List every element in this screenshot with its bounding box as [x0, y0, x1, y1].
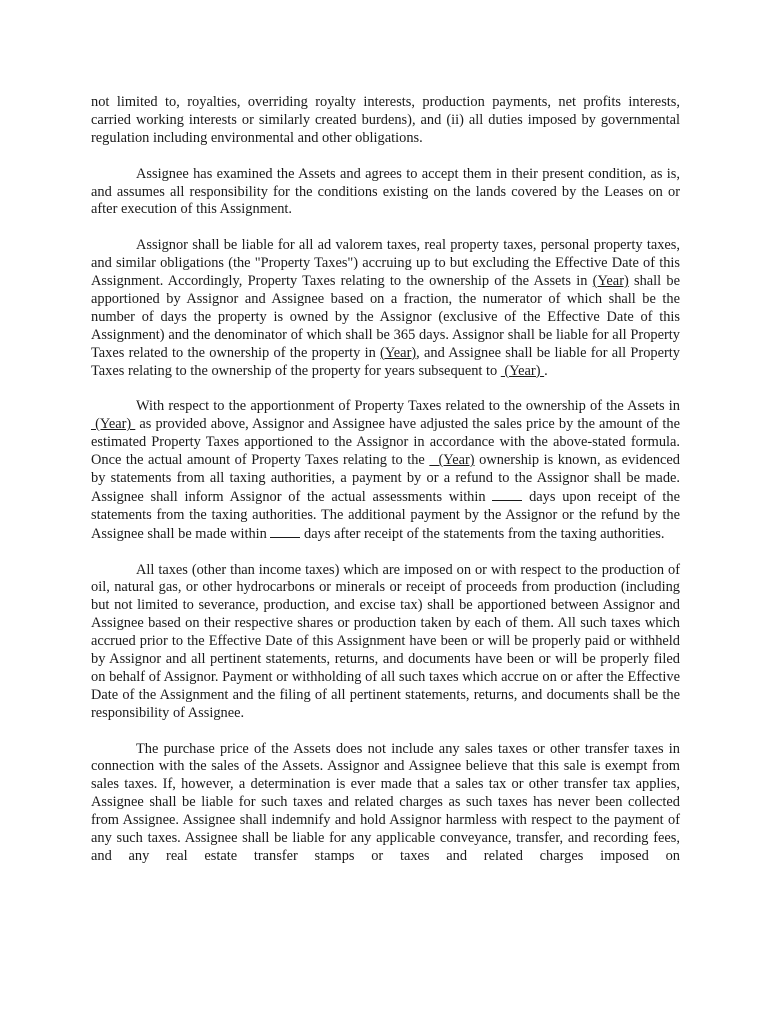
- paragraph-text: not limited to, royalties, overriding royalty interests, production payments, net profits interests, carried working interests or similarly created burdens), and (ii) all duties imposed by governmental regulation including environmental and other obligations.: [91, 94, 680, 146]
- paragraph-text: The purchase price of the Assets does not include any sales taxes or other transfer taxes in connection with the sales of the Assets. Assignor and Assignee believe that this sale is exempt from sales taxes. If, however, a determination is ever made that a sales tax or other transfer tax applies, Assignee shall be liable for such taxes and related charges as such taxes has never been collected from Assignee. Assignee shall indemnify and hold Assignor harmless with respect to the payment of any such taxes. Assignee shall be liable for any applicable conveyance, transfer, and recording fees, and any real estate transfer stamps or taxes and related charges imposed on: [91, 740, 680, 864]
- year-field: (Year): [500, 362, 545, 379]
- paragraph-text: Assignee has examined the Assets and agrees to accept them in their present condition, as is, and assumes all responsibility for the conditions existing on the lands covered by the Leases on or after execution of this Assignment.: [91, 165, 680, 218]
- year-field: (Year): [592, 273, 629, 290]
- paragraph-apportionment: [91, 398, 680, 543]
- year-field: (Year): [429, 452, 475, 469]
- paragraph-text: With respect to the apportionment of Property Taxes related to the ownership of the Assets in: [136, 398, 680, 415]
- paragraph-text: All taxes (other than income taxes) which are imposed on or with respect to the production of oil, natural gas, or other hydrocarbons or minerals or receipt of proceeds from production (including but not limited to severance, production, and excise tax) shall be apportioned between Assignor and Assignee based on their respective shares or production taken by each of them. All such taxes which accrued prior to the Effective Date of this Assignment have been or will be properly paid or withheld by Assignor and all pertinent statements, returns, and documents have been or will be properly filed on behalf of Assignor. Payment or withholding of all such taxes which accrue on or after the Effective Date of the Assignment and the filing of all pertinent statements, returns, and documents shall be the responsibility of Assignee.: [91, 561, 680, 721]
- paragraph-text: Assignor shall be liable for all ad valorem taxes, real property taxes, personal property taxes, and similar obligations (the "Property Taxes") accruing up to but excluding the Effective Date of this Assignment. Accordingly, Property Taxes relating to the ownership of the Assets in: [91, 237, 680, 290]
- paragraph-text: shall be apportioned by Assignor and Assignee based on a fraction, the numerator of which shall be the number of days the property is owned by the Assignor (exclusive of the Effective Date of this Assignment) and the denominator of which shall be 365 days. Assignor shall be liable for all Property Taxes related to the ownership of the property in: [91, 273, 680, 361]
- document-body: [91, 94, 680, 884]
- paragraph-text: days upon receipt of the statements from the taxing authorities. The additional payment by the Assignor or the refund by the Assignee shall be made within: [91, 488, 680, 542]
- year-field: (Year): [380, 344, 417, 361]
- paragraph-as-is-condition: [91, 166, 680, 220]
- paragraph-text: ownership is known, as evidenced by statements from all taxing authorities, a payment by or a refund to the Assignor shall be made. Assignee shall inform Assignor of the actual assessments within: [91, 452, 680, 505]
- year-field: (Year): [91, 416, 136, 433]
- paragraph-property-taxes: [91, 237, 680, 380]
- paragraph-text: as provided above, Assignor and Assignee have adjusted the sales price by the amount of the estimated Property Taxes apportioned to the Assignor in accordance with the above-stated formula. Once the actual amount of Property Taxes relating to the: [91, 416, 680, 469]
- paragraph-text: , and Assignee shall be liable for all Property Taxes relating to the ownership of the property for years subsequent to: [91, 344, 680, 379]
- paragraph-obligations-continued: [91, 94, 680, 148]
- paragraph-text: days after receipt of the statements from the taxing authorities.: [300, 525, 665, 542]
- days-blank: [492, 488, 522, 501]
- paragraph-text: .: [544, 362, 548, 379]
- paragraph-sales-taxes: [91, 741, 680, 866]
- days-blank: [270, 525, 300, 538]
- paragraph-production-taxes: [91, 562, 680, 723]
